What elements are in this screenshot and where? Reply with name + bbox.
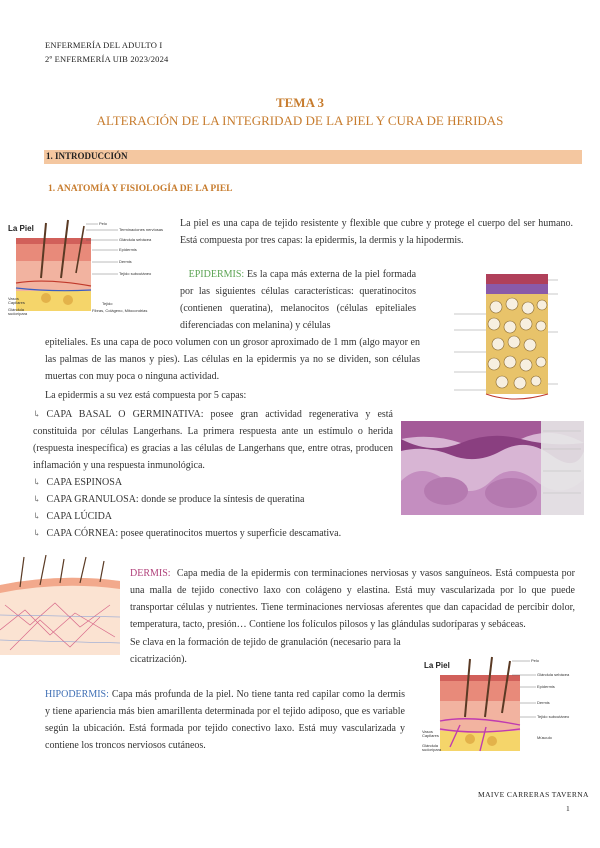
layer-item: ↳ CAPA CÓRNEA: posee queratinocitos muertos y superficie descamativa. (33, 528, 342, 539)
dermis-term: DERMIS: (130, 568, 171, 579)
hipodermis-text: Capa más profunda de la piel. No tiene tanta red capilar como la dermis y tiene apariencia más bien amarillenta determinada por el tejido adiposo, que es variable según la ubicación. Está formada por tejido conectivo laxo. Está muy vascularizada y contiene los troncos nerviosos cutáneos. (45, 689, 405, 751)
epidermis-paragraph-1 (180, 266, 416, 334)
epidermis-layers-intro: La epidermis a su vez está compuesta por 5 capas: (45, 390, 247, 401)
layer-item: ↳ CAPA ESPINOSA (33, 477, 123, 488)
epidermis-term: EPIDERMIS: (188, 269, 245, 280)
dermis-paragraph (130, 565, 575, 633)
tema-subtitle: ALTERACIÓN DE LA INTEGRIDAD DE LA PIEL Y CURA DE HERIDAS (96, 113, 504, 128)
svg-text:Tejido subcutáneo: Tejido subcutáneo (537, 714, 570, 719)
svg-text:Tejido: Tejido (102, 301, 113, 306)
svg-text:sudorípara: sudorípara (8, 311, 28, 316)
svg-text:Dermis: Dermis (537, 700, 550, 705)
epidermis-layers-list (33, 406, 393, 542)
epidermis-cells-diagram (424, 272, 584, 412)
epidermis-paragraph-2: epiteliales. Es una capa de poco volumen con un grosor aproximado de 1 mm (algo mayor en las palmas de las manos y pies). Las células en la epidermis ya no se dividen, son células muertas con muy poca o ninguna actividad. (45, 337, 420, 382)
svg-text:Glándula: Glándula (422, 743, 439, 748)
svg-text:Vasos: Vasos (8, 296, 19, 301)
fig1-title: La Piel (8, 224, 34, 233)
svg-text:Vasos: Vasos (422, 729, 433, 734)
svg-text:Epidermis: Epidermis (537, 684, 555, 689)
section-introduccion: 1. INTRODUCCIÓN (46, 151, 128, 161)
layer-item: ↳ CAPA BASAL O GERMINATIVA: posee gran actividad regenerativa y está constituida por células Langerhans. La primera respuesta ante un estímulo o herida (respuesta inespecífica) es gracias a las células de Langerhans que, entre otras, producen inflamación y una respuesta inmunológica. (33, 409, 393, 471)
section-bar (44, 150, 582, 164)
svg-text:Dermis: Dermis (119, 259, 132, 264)
svg-text:Epidermis: Epidermis (119, 247, 137, 252)
footer-author: MAIVE CARRERAS TAVERNA (478, 790, 589, 799)
svg-text:Tejido subcutáneo: Tejido subcutáneo (119, 271, 152, 276)
doc-header-course: ENFERMERÍA DEL ADULTO I (45, 40, 163, 50)
hipodermis-paragraph (45, 686, 405, 754)
subsection-anatomia: 1. ANATOMÍA Y FISIOLOGÍA DE LA PIEL (48, 184, 233, 194)
dermis-paragraph-2: Se clava en la formación de tejido de granulación (necesario para la cicatrización). (130, 637, 401, 665)
svg-text:Glándula sebácea: Glándula sebácea (537, 672, 570, 677)
fig4-title: La Piel (424, 661, 450, 670)
skin-diagram-2 (420, 655, 584, 755)
epidermis-text-1: Es la capa más externa de la piel formada por las siguientes células características: queratinocitos (contienen queratina), melanocitos (células epiteliales diferenciadas con melanina) y células (180, 269, 417, 331)
dermis-illustration (0, 555, 120, 655)
histology-image (401, 421, 584, 515)
svg-text:Terminaciones nerviosas: Terminaciones nerviosas (119, 227, 164, 232)
svg-text:Pelo: Pelo (99, 221, 108, 226)
layer-item: ↳ CAPA GRANULOSA: donde se produce la síntesis de queratina (33, 494, 305, 505)
svg-text:Capilares: Capilares (422, 733, 439, 738)
tema-title: TEMA 3 (275, 95, 325, 110)
hipodermis-term: HIPODERMIS: (45, 689, 109, 700)
intro-paragraph: La piel es una capa de tejido resistente y flexible que cubre y protege el cuerpo del ser humano. Está compuesta por tres capas: la epidermis, la dermis y la hipodermis. (180, 218, 573, 246)
svg-text:Pelo: Pelo (531, 658, 540, 663)
layer-item: ↳ CAPA LÚCIDA (33, 511, 113, 522)
doc-header-year: 2º ENFERMERÍA UIB 2023/2024 (45, 54, 169, 64)
skin-diagram-1 (6, 218, 170, 318)
svg-text:sudorípara: sudorípara (422, 747, 442, 752)
dermis-text: Capa media de la epidermis con terminaciones nerviosas y vasos sanguíneos. Está compuesta por una malla de tejido conectivo laxo con colágeno y elastina. Está muy vascularizada por lo que puede transportar células y nutrientes. Tiene terminaciones nerviosas aferentes que dan capacidad de percibir dolor, temperatura, tacto, presión… Contiene los folículos pilosos y las glándulas sudoríparas y sebáceas. (130, 568, 576, 630)
svg-text:Músculo: Músculo (537, 735, 552, 740)
svg-text:Glándula: Glándula (8, 307, 25, 312)
svg-text:Capilares: Capilares (8, 300, 25, 305)
page-number: 1 (566, 804, 571, 813)
svg-text:Fibras, Colágeno, Mitocondrias: Fibras, Colágeno, Mitocondrias (92, 308, 148, 313)
svg-text:Glándula sebácea: Glándula sebácea (119, 237, 152, 242)
